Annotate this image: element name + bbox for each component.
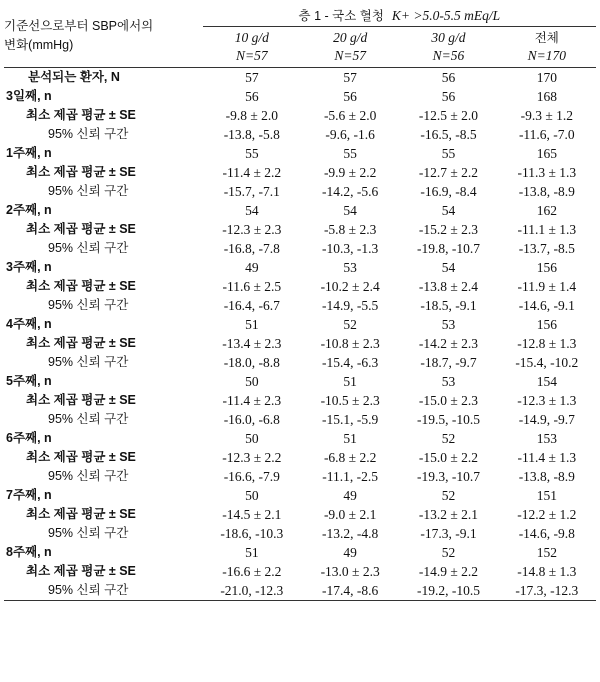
row-label: 95% 신뢰 구간	[48, 241, 129, 255]
cell-value: 50	[245, 488, 259, 503]
cell-value: -11.6 ± 2.5	[222, 279, 282, 294]
table-body	[4, 68, 596, 601]
timepoint-n-row	[4, 144, 596, 163]
cell-value: 52	[441, 545, 456, 560]
cell-value: -17.4, -8.6	[301, 581, 399, 601]
cell-value: 49	[343, 488, 357, 503]
cell-value: -16.0, -6.8	[223, 412, 280, 427]
timepoint-n-row	[4, 429, 596, 448]
cell-value: -15.4, -6.3	[322, 355, 379, 370]
row-label: 95% 신뢰 구간	[4, 581, 203, 601]
confidence-interval-row	[4, 296, 596, 315]
row-label: 95% 신뢰 구간	[48, 184, 129, 198]
cell-value: -9.8 ± 2.0	[225, 108, 279, 123]
cell-value: -13.8, -8.9	[518, 469, 575, 484]
cell-value: -9.6, -1.6	[325, 127, 375, 142]
ls-mean-row	[4, 163, 596, 182]
row-label: 최소 제곱 평균 ± SE	[26, 507, 136, 521]
row-label: 4주째, n	[6, 317, 52, 331]
patients-analyzed-row	[4, 68, 596, 88]
cell-value: -13.2 ± 2.1	[418, 507, 479, 522]
row-label: 95% 신뢰 구간	[48, 127, 129, 141]
timepoint-n-row	[4, 315, 596, 334]
row-label: 최소 제곱 평균 ± SE	[26, 336, 136, 350]
cell-value: -21.0, -12.3	[203, 581, 301, 601]
ls-mean-row	[4, 277, 596, 296]
column-dose: 전체	[534, 31, 559, 45]
cell-value: -15.1, -5.9	[322, 412, 379, 427]
column-dose: 30 g/d	[431, 30, 466, 45]
row-label: 95% 신뢰 구간	[48, 412, 129, 426]
cell-value: 56	[441, 89, 456, 104]
cell-value: -16.6, -7.9	[223, 469, 280, 484]
cell-value: -13.8 ± 2.4	[418, 279, 479, 294]
cell-value: -6.8 ± 2.2	[323, 450, 377, 465]
cell-value: -14.6, -9.1	[518, 298, 575, 313]
row-label: 5주째, n	[6, 374, 52, 388]
column-n: N=170	[527, 48, 566, 63]
cell-value: -12.7 ± 2.2	[418, 165, 479, 180]
row-label-header	[4, 4, 203, 68]
row-label-line-2: 변화(mmHg)	[4, 37, 74, 52]
cell-value: -14.6, -9.8	[518, 526, 575, 541]
cell-value: -17.3, -12.3	[498, 581, 596, 601]
cell-value: 49	[343, 545, 357, 560]
header-stratum-row	[4, 4, 596, 27]
cell-value: -19.8, -10.7	[416, 241, 480, 256]
timepoint-n-row	[4, 87, 596, 106]
row-label: 95% 신뢰 구간	[48, 526, 129, 540]
cell-value: -12.3 ± 2.2	[222, 450, 282, 465]
cell-value: -11.6, -7.0	[518, 127, 575, 142]
ls-mean-row	[4, 220, 596, 239]
row-label: 95% 신뢰 구간	[48, 298, 129, 312]
confidence-interval-row	[4, 182, 596, 201]
cell-value: -9.0 ± 2.1	[323, 507, 377, 522]
cell-value: -12.3 ± 1.3	[517, 393, 577, 408]
cell-value: 54	[441, 260, 456, 275]
cell-value: -13.8, -8.9	[518, 184, 575, 199]
cell-value: -11.1 ± 1.3	[517, 222, 577, 237]
cell-value: 51	[245, 545, 259, 560]
cell-value: 51	[343, 431, 357, 446]
cell-value: -16.6 ± 2.2	[222, 564, 282, 579]
row-label: 3일째, n	[6, 89, 52, 103]
cell-value: -14.9, -5.5	[322, 298, 379, 313]
cell-value: 54	[245, 203, 259, 218]
ls-mean-row	[4, 106, 596, 125]
cell-value: -19.3, -10.7	[416, 469, 480, 484]
confidence-interval-row	[4, 524, 596, 543]
confidence-interval-row	[4, 581, 596, 601]
column-header-30g	[399, 27, 497, 68]
row-label: 최소 제곱 평균 ± SE	[26, 165, 136, 179]
row-label: 최소 제곱 평균 ± SE	[26, 108, 136, 122]
cell-value: -14.8 ± 1.3	[517, 564, 577, 579]
cell-value: 52	[441, 431, 456, 446]
sbp-change-table	[4, 4, 596, 601]
confidence-interval-row	[4, 467, 596, 486]
stratum-header	[203, 4, 596, 27]
cell-value: 54	[441, 203, 456, 218]
ls-mean-row	[4, 562, 596, 581]
cell-value: -14.2, -5.6	[322, 184, 379, 199]
cell-value: 54	[343, 203, 357, 218]
row-label: 최소 제곱 평균 ± SE	[26, 450, 136, 464]
column-n: N=56	[432, 48, 465, 63]
column-dose: 20 g/d	[333, 30, 368, 45]
column-dose: 10 g/d	[234, 30, 269, 45]
cell-value: 50	[245, 431, 259, 446]
ls-mean-row	[4, 334, 596, 353]
cell-value: -12.2 ± 1.2	[517, 507, 577, 522]
row-label: 7주째, n	[6, 488, 52, 502]
cell-value: -12.8 ± 1.3	[517, 336, 577, 351]
cell-value: 168	[536, 89, 557, 104]
cell-value: -15.0 ± 2.2	[418, 450, 479, 465]
cell-value: -13.4 ± 2.3	[222, 336, 282, 351]
cell-value: -12.5 ± 2.0	[418, 108, 479, 123]
row-label: 최소 제곱 평균 ± SE	[26, 222, 136, 236]
cell-value: -14.9, -9.7	[518, 412, 575, 427]
cell-value: -17.3, -9.1	[420, 526, 477, 541]
cell-value: -10.2 ± 2.4	[320, 279, 380, 294]
row-label: 2주째, n	[6, 203, 52, 217]
row-label: 분석되는 환자, N	[28, 70, 120, 84]
cell-value: 156	[536, 317, 557, 332]
cell-value: 51	[343, 374, 357, 389]
cell-value: 57	[343, 70, 357, 85]
cell-value: 156	[536, 260, 557, 275]
confidence-interval-row	[4, 410, 596, 429]
cell-value: -11.9 ± 1.4	[517, 279, 577, 294]
cell-value: -19.2, -10.5	[399, 581, 497, 601]
cell-value: -18.0, -8.8	[223, 355, 280, 370]
cell-value: -13.8, -5.8	[223, 127, 280, 142]
cell-value: 170	[536, 70, 557, 85]
cell-value: -16.9, -8.4	[420, 184, 477, 199]
cell-value: -18.6, -10.3	[220, 526, 284, 541]
cell-value: -11.4 ± 2.3	[222, 393, 282, 408]
cell-value: -15.2 ± 2.3	[418, 222, 479, 237]
row-label: 6주째, n	[6, 431, 52, 445]
row-label: 1주째, n	[6, 146, 52, 160]
cell-value: -16.4, -6.7	[223, 298, 280, 313]
cell-value: 53	[441, 374, 456, 389]
column-header-20g	[301, 27, 399, 68]
cell-value: -15.7, -7.1	[223, 184, 280, 199]
cell-value: 55	[245, 146, 259, 161]
cell-value: -18.7, -9.7	[420, 355, 477, 370]
row-label: 8주째, n	[6, 545, 52, 559]
cell-value: 51	[245, 317, 259, 332]
cell-value: -13.7, -8.5	[518, 241, 575, 256]
ls-mean-row	[4, 505, 596, 524]
cell-value: 52	[441, 488, 456, 503]
cell-value: -15.0 ± 2.3	[418, 393, 479, 408]
cell-value: 53	[343, 260, 357, 275]
cell-value: -11.3 ± 1.3	[517, 165, 577, 180]
cell-value: 56	[343, 89, 357, 104]
cell-value: 52	[343, 317, 357, 332]
cell-value: 154	[536, 374, 557, 389]
cell-value: -14.9 ± 2.2	[418, 564, 479, 579]
stratum-potassium-range: K+ >5.0-5.5 mEq/L	[391, 8, 501, 23]
cell-value: -19.5, -10.5	[416, 412, 480, 427]
cell-value: -10.8 ± 2.3	[320, 336, 380, 351]
row-label: 3주째, n	[6, 260, 52, 274]
cell-value: -11.1, -2.5	[322, 469, 379, 484]
cell-value: -13.0 ± 2.3	[320, 564, 380, 579]
column-header-total	[498, 27, 596, 68]
cell-value: 53	[441, 317, 456, 332]
cell-value: -11.4 ± 2.2	[222, 165, 282, 180]
ls-mean-row	[4, 448, 596, 467]
cell-value: -10.3, -1.3	[322, 241, 379, 256]
cell-value: 153	[536, 431, 557, 446]
cell-value: 162	[536, 203, 557, 218]
cell-value: 57	[245, 70, 259, 85]
row-label: 95% 신뢰 구간	[48, 469, 129, 483]
cell-value: -9.3 ± 1.2	[520, 108, 574, 123]
cell-value: 56	[245, 89, 259, 104]
timepoint-n-row	[4, 372, 596, 391]
row-label-line-1: 기준선으로부터 SBP에서의	[4, 18, 154, 33]
row-label: 95% 신뢰 구간	[48, 355, 129, 369]
stratum-label: 층 1 - 국소 혈청	[298, 9, 384, 23]
cell-value: 151	[536, 488, 557, 503]
cell-value: -9.9 ± 2.2	[323, 165, 377, 180]
cell-value: -14.5 ± 2.1	[222, 507, 282, 522]
row-label: 최소 제곱 평균 ± SE	[26, 279, 136, 293]
cell-value: 56	[441, 70, 456, 85]
timepoint-n-row	[4, 543, 596, 562]
confidence-interval-row	[4, 125, 596, 144]
cell-value: 50	[245, 374, 259, 389]
cell-value: 55	[441, 146, 456, 161]
row-label: 최소 제곱 평균 ± SE	[26, 564, 136, 578]
cell-value: 165	[536, 146, 557, 161]
cell-value: -15.4, -10.2	[515, 355, 579, 370]
cell-value: -5.6 ± 2.0	[323, 108, 377, 123]
cell-value: -16.5, -8.5	[420, 127, 477, 142]
ls-mean-row	[4, 391, 596, 410]
cell-value: -18.5, -9.1	[420, 298, 477, 313]
confidence-interval-row	[4, 239, 596, 258]
cell-value: 55	[343, 146, 357, 161]
cell-value: -16.8, -7.8	[223, 241, 280, 256]
cell-value: -14.2 ± 2.3	[418, 336, 479, 351]
confidence-interval-row	[4, 353, 596, 372]
cell-value: -10.5 ± 2.3	[320, 393, 380, 408]
column-n: N=57	[334, 48, 366, 63]
timepoint-n-row	[4, 486, 596, 505]
timepoint-n-row	[4, 258, 596, 277]
column-header-10g	[203, 27, 301, 68]
column-n: N=57	[236, 48, 268, 63]
cell-value: -11.4 ± 1.3	[517, 450, 577, 465]
cell-value: -13.2, -4.8	[322, 526, 379, 541]
timepoint-n-row	[4, 201, 596, 220]
cell-value: 49	[245, 260, 259, 275]
cell-value: -5.8 ± 2.3	[323, 222, 377, 237]
row-label: 최소 제곱 평균 ± SE	[26, 393, 136, 407]
cell-value: -12.3 ± 2.3	[222, 222, 282, 237]
cell-value: 152	[536, 545, 557, 560]
